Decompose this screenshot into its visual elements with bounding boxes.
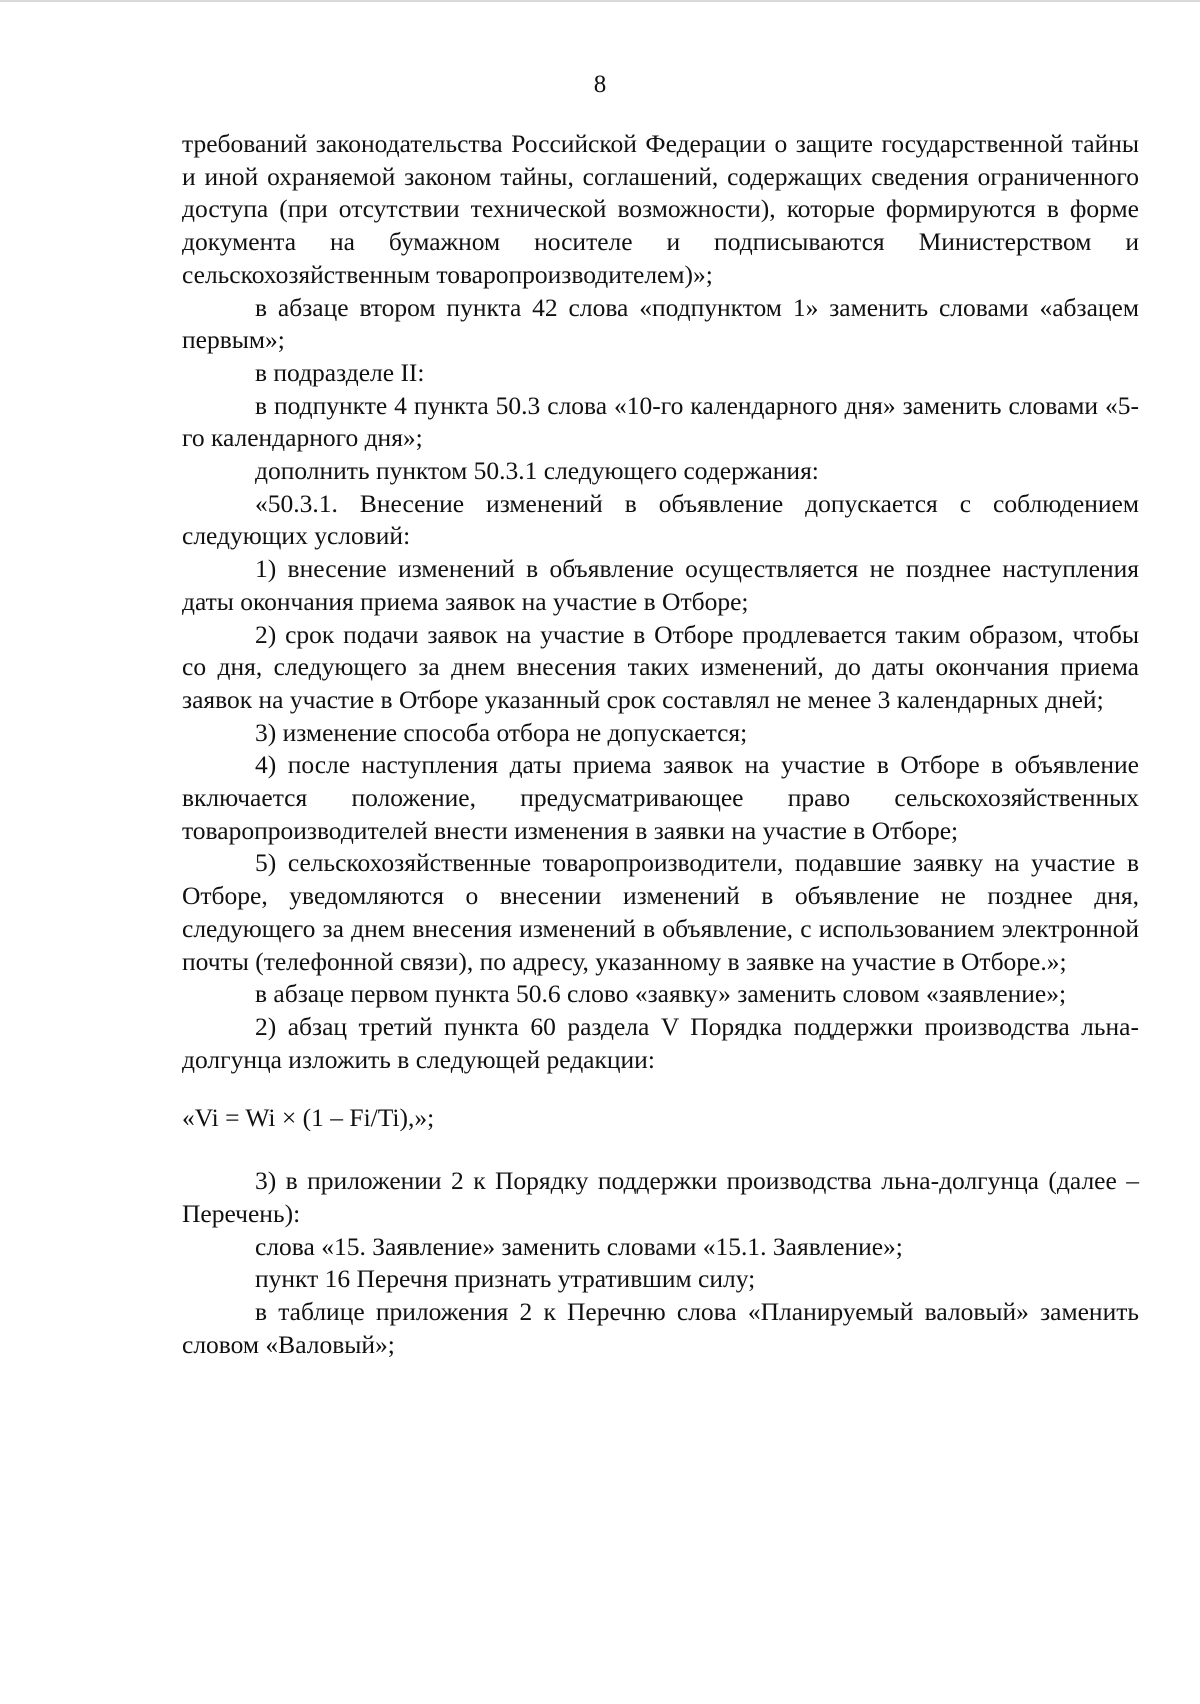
paragraph: 3) в приложении 2 к Порядку поддержки производства льна-долгунца (далее – Перечень): — [182, 1166, 1139, 1228]
paragraph: в таблице приложения 2 к Перечню слова «Планируемый валовый» заменить словом «Валовый»; — [182, 1296, 1139, 1359]
paragraph: слова «15. Заявление» заменить словами «15.1. Заявление»; — [255, 1231, 903, 1261]
paragraph: «50.3.1. Внесение изменений в объявление допускается с соблюдением следующих условий: — [182, 488, 1139, 551]
paragraph: в абзаце первом пункта 50.6 слово «заявку» заменить словом «заявление»; — [255, 979, 1067, 1009]
page-number: 8 — [593, 71, 607, 98]
paragraph: в подразделе II: — [255, 357, 425, 387]
list-item: 2) срок подачи заявок на участие в Отборе продлевается таким образом, чтобы со дня, следующего за днем внесения таких изменений, до даты окончания приема заявок на участие в Отборе указанный срок составлял не менее 3 календарных дней; — [182, 619, 1139, 714]
list-item: 4) после наступления даты приема заявок на участие в Отборе в объявление включается положение, предусматривающее право сельскохозяйственных товаропроизводителей внести изменения в заявки на участие в Отборе; — [182, 750, 1139, 845]
scan-edge — [0, 0, 1200, 2]
list-item: 3) изменение способа отбора не допускается; — [255, 717, 748, 747]
paragraph: дополнить пунктом 50.3.1 следующего содержания: — [255, 456, 819, 486]
paragraph: пункт 16 Перечня признать утратившим силу; — [255, 1264, 756, 1294]
list-item: 5) сельскохозяйственные товаропроизводители, подавшие заявку на участие в Отборе, уведомляются о внесении изменений в объявление не позднее дня, следующего за днем внесения изменений в объявление, с использованием электронной почты (телефонной связи), по адресу, указанному в заявке на участие в Отборе.»; — [182, 848, 1139, 976]
formula: «Vi = Wi × (1 – Fi/Ti),»; — [182, 1103, 435, 1133]
list-item: 1) внесение изменений в объявление осуществляется не позднее наступления даты окончания приема заявок на участие в Отборе; — [182, 554, 1139, 616]
document-body — [182, 128, 1139, 1361]
paragraph-continuation: требований законодательства Российской Федерации о защите государственной тайны и иной охраняемой законом тайны, соглашений, содержащих сведения ограниченного доступа (при отсутствии технической возможности), которые формируются в форме документа на бумажном носителе и подписываются Министерством и сельскохозяйственным товаропроизводителем)»; — [182, 129, 1139, 289]
paragraph: 2) абзац третий пункта 60 раздела V Порядка поддержки производства льна-долгунца изложить в следующей редакции: — [182, 1011, 1139, 1074]
paragraph: в абзаце втором пункта 42 слова «подпунктом 1» заменить словами «абзацем первым»; — [182, 292, 1139, 355]
paragraph: в подпункте 4 пункта 50.3 слова «10-го календарного дня» заменить словами «5-го календарного дня»; — [182, 390, 1139, 453]
